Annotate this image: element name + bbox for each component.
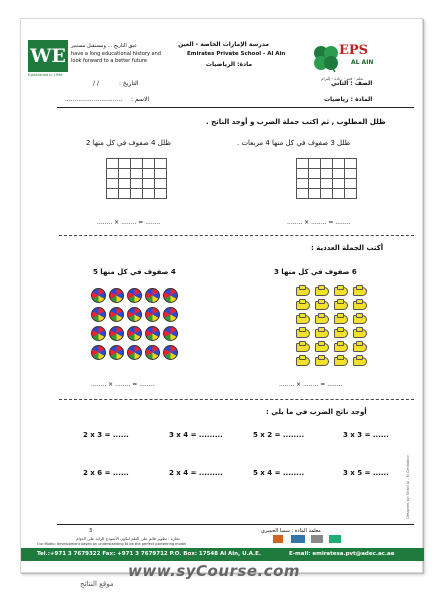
- subject-label: مادة: الرياضيات: [205, 61, 253, 68]
- horn-icon: [315, 341, 330, 352]
- horn-icon: [353, 299, 368, 310]
- horn-icon: [296, 313, 311, 324]
- horn-icon: [296, 299, 311, 310]
- ball-icon: [145, 345, 160, 360]
- horn-array: [296, 285, 368, 367]
- eps-logo-text: EPS: [339, 43, 369, 58]
- equation-r1-c1[interactable]: 2 x 3 = ......: [83, 431, 129, 439]
- section3-instruction: أوجد ناتج الضرب في ما يلي :: [266, 408, 367, 416]
- ball-icon: [145, 288, 160, 303]
- school-name-en: Emirates Private School - Al Ain: [187, 51, 286, 57]
- equation-r1-c3[interactable]: 5 x 2 = ........: [253, 431, 305, 439]
- horn-icon: [334, 313, 349, 324]
- eps-city: AL AIN: [351, 59, 374, 66]
- horn-icon: [334, 327, 349, 338]
- section1-instruction: ظلل المطلوب , ثم اكتب جملة الضرب و أوجد الناتج .: [206, 118, 386, 126]
- horn-icon: [353, 313, 368, 324]
- partner-logo-1-icon: [273, 535, 283, 543]
- section-divider-2: [59, 399, 414, 400]
- section2-caption-left: 4 صفوف في كل منها 5: [93, 268, 176, 276]
- ball-icon: [109, 288, 124, 303]
- equation-r2-c1[interactable]: 2 x 6 = ......: [83, 469, 129, 477]
- worksheet-page: [20, 18, 423, 573]
- section2-instruction: أكتب الجملة العددية :: [311, 244, 384, 252]
- equation-r2-c3[interactable]: 5 x 4 = ........: [253, 469, 305, 477]
- eps-tagline: تعلم - قيم - ريادة - إلتزام: [321, 76, 364, 81]
- partner-logo-4-icon: [329, 535, 341, 543]
- ball-icon: [127, 326, 142, 341]
- footer-contact-bar: [21, 548, 424, 561]
- horn-icon: [315, 299, 330, 310]
- date-label: التاريخ :: [119, 80, 139, 87]
- section1-task-right: ظلل 3 صفوف في كل منها 4 مربعات .: [237, 139, 351, 147]
- section2-answer-right[interactable]: ........ × ........ = ........: [279, 381, 343, 388]
- horn-icon: [315, 313, 330, 324]
- horn-icon: [315, 285, 330, 296]
- section1-answer-right[interactable]: ........ × ........ = ........: [287, 219, 351, 226]
- we-tagline-en-1: have a long educational history and: [71, 51, 161, 57]
- ball-icon: [109, 326, 124, 341]
- ball-icon: [91, 345, 106, 360]
- ball-icon: [127, 307, 142, 322]
- footer-email[interactable]: E-mail: emiratesa.pvt@adec.ac.ae: [289, 551, 395, 557]
- watermark-ar: موقع النتائج: [80, 580, 114, 588]
- partner-logo-2-icon: [291, 535, 305, 543]
- school-name-ar: مدرسة الإمارات الخاصة - العين: [178, 41, 269, 48]
- teacher-name: معلمة المادة : سميا الحميري: [261, 528, 321, 534]
- ball-array: [91, 288, 178, 361]
- ball-icon: [109, 345, 124, 360]
- section1-answer-left[interactable]: ........ × ........ = ........: [97, 219, 161, 226]
- grade-label: الصف : الثاني: [331, 80, 373, 87]
- ball-icon: [163, 326, 178, 341]
- we-established: Established in 1996: [28, 73, 63, 77]
- section1-task-left: ظلل 4 صفوف في كل منها 2: [86, 139, 171, 147]
- name-dots: ..............................: [65, 96, 123, 103]
- designed-by: Designed by: Shadi Al - El Cenbablor: [406, 455, 410, 519]
- partner-logo-3-icon: [311, 535, 323, 543]
- equation-r1-c2[interactable]: 3 x 4 = .........: [169, 431, 223, 439]
- ball-icon: [109, 307, 124, 322]
- horn-icon: [353, 341, 368, 352]
- page-number: 3: [89, 528, 93, 534]
- shading-grid-right[interactable]: [296, 158, 357, 199]
- ball-icon: [145, 326, 160, 341]
- horn-icon: [353, 285, 368, 296]
- horn-icon: [315, 355, 330, 366]
- horn-icon: [296, 355, 311, 366]
- watermark-url: www.syCourse.com: [128, 562, 301, 580]
- horn-icon: [353, 327, 368, 338]
- we-logo: WE: [28, 40, 68, 72]
- section2-answer-left[interactable]: ........ × ........ = ........: [91, 381, 155, 388]
- ball-icon: [163, 345, 178, 360]
- section-divider-1: [59, 235, 414, 236]
- ball-icon: [127, 288, 142, 303]
- header-divider: [57, 107, 414, 108]
- section2-caption-right: 6 صفوف في كل منها 3: [274, 268, 357, 276]
- date-value: / /: [93, 80, 99, 87]
- horn-icon: [296, 327, 311, 338]
- horn-icon: [334, 299, 349, 310]
- subject-unit: المادة : رياضيات: [324, 96, 373, 103]
- ball-icon: [91, 326, 106, 341]
- horn-icon: [296, 285, 311, 296]
- equation-r2-c2[interactable]: 2 x 4 = .........: [169, 469, 223, 477]
- footer-contact: Tel.:+971 3 7679322 Fax: +971 3 7679712 P.O. Box: 17548 Al Ain, U.A.E.: [37, 551, 261, 557]
- shading-grid-left[interactable]: [106, 158, 167, 199]
- ball-icon: [91, 288, 106, 303]
- slogan-ar: تجارة : تطوير فائم على العلم لنكون الأنموذج الرائد على الدوام: [76, 536, 180, 541]
- name-label: الاسم :: [131, 96, 150, 103]
- ball-icon: [163, 307, 178, 322]
- ball-icon: [163, 288, 178, 303]
- horn-icon: [334, 285, 349, 296]
- slogan-en: Our Motto: development based on understanding to be the perfect pioneering model: [37, 542, 187, 546]
- equation-r2-c4[interactable]: 3 x 5 = ......: [343, 469, 389, 477]
- horn-icon: [334, 341, 349, 352]
- horn-icon: [353, 355, 368, 366]
- ball-icon: [127, 345, 142, 360]
- clover-logo-icon: [311, 43, 341, 73]
- ball-icon: [91, 307, 106, 322]
- horn-icon: [334, 355, 349, 366]
- equation-r1-c4[interactable]: 3 x 3 = ......: [343, 431, 389, 439]
- we-tagline-en-2: look forward to a better future: [71, 58, 147, 64]
- we-tagline-ar: عبق التاريخ ... ومستقبل مستنير: [71, 43, 138, 49]
- ball-icon: [145, 307, 160, 322]
- horn-icon: [315, 327, 330, 338]
- horn-icon: [296, 341, 311, 352]
- footer-divider: [57, 524, 414, 525]
